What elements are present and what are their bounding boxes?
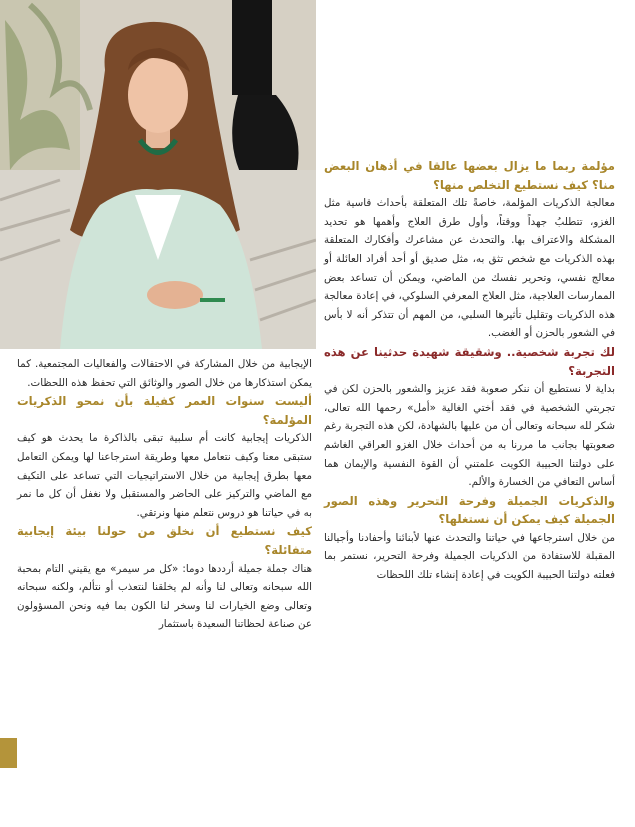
body-paragraph: الإيجابية من خلال المشاركة في الاحتفالات والفعاليات المجتمعية. كما يمكن استذكارها من خلال الصور والوثائق التي تحفظ هذه اللحظات. (17, 358, 312, 389)
article-column-right (324, 157, 615, 585)
face (128, 57, 188, 133)
section-heading: والذكريات الجميلة وفرحة التحرير وهذه الصور الجميلة كيف يمكن أن نستغلها؟ (324, 493, 615, 527)
section-heading: لك تجربة شخصية.. وشقيقة شهيدة حدثينا عن هذه التجربة؟ (324, 344, 615, 378)
body-paragraph: من خلال استرجاعها في حياتنا والتحدث عنها لأبنائنا وأحفادنا وأجيالنا المقبلة للاستفادة من الذكريات الجميلة وفرحة التحرير، نستمر بما فعلته دولتنا الحبيبة الكويت في إعادة إنشاء تلك اللحظات (324, 531, 615, 582)
section-heading: مؤلمة ربما ما يزال بعضها عالقا في أذهان البعض منا؟ كيف نستطيع التخلص منها؟ (324, 159, 615, 192)
hands (147, 281, 203, 309)
lamp-shade (232, 0, 272, 95)
portrait-photo (0, 0, 316, 349)
body-paragraph: الذكريات إيجابية كانت أم سلبية تبقى بالذاكرة ما يحدث هو كيف ستبقى معنا وكيف نتعامل معها وطريقة استرجاعنا لها ويمكن التعامل معها بطرق إيجابية من خلال الاستراتيجيات التي تساعد على التكيف مع الماضي والتركيز على الحاضر والمستقبل ولا نغفل أن كل ما نمر به في حياتنا هو دروس نتعلم منها ونرتقي. (17, 432, 312, 519)
portrait-illustration (0, 0, 316, 349)
page-edge-tab (0, 738, 17, 768)
section-heading: كيف نستطيع أن نخلق من حولنا بيئة إيجابية متفائلة؟ (17, 524, 312, 557)
body-paragraph: معالجة الذكريات المؤلمة، خاصةً تلك المتعلقة بأحداث قاسية مثل الغزو، تتطلبُ جهداً ووقتاً، وأول طرق العلاج وأهمها هو تحديد المشكلة والاعتراف بها. والتحدث عن مشاعرك وأفكارك المتعلقة بهذه الذكريات مع شخص تثق به، مثل صديق أو أحد أفراد العائلة أو معالج نفسي، وتحرير نفسك من الماضي، ويمكن أن تساعد بعض الممارسات العلاجية، مثل العلاج المعرفي السلوكي، في إعادة معالجة هذه الذكريات وتقليل تأثيرها السلبي، من المهم أن تتذكر أنه لا بأس في الشعور بالحزن أو الغضب. (324, 197, 615, 340)
body-paragraph: هناك جملة جميلة أرددها دوما: «كل مر سيمر» مع يقيني التام بمحبة الله سبحانه وتعالى لنا وأنه لم يخلقنا لنتعذب أو نتألم، ولكنه سبحانه وتعالى وضع الخيارات لنا وسخر لنا الكون بما فيه ونحن المسؤولون عن صناعة لحظاتنا السعيدة باستثمار (17, 562, 312, 631)
article-column-left (17, 355, 312, 634)
body-paragraph: بداية لا نستطيع أن ننكر صعوبة فقد عزيز والشعور بالحزن لكن في تجربتي الشخصية في فقد أختي الغالية «أمل» رحمها الله تعالى، شكر لله سبحانه وتعالى أن من عليها بالشهادة، لكن هذه التجربة رغم صعوبتها بجانب ما مررنا به من أحداث خلال الغزو العراقي الغاشم على دولتنا الحبيبة الكويت علمتني أن القوة النفسية والإيمان هما أساس التعافي من الخسارة والألم. (324, 383, 615, 489)
section-heading: أليست سنوات العمر كفيلة بأن نمحو الذكريات المؤلمة؟ (17, 394, 312, 427)
